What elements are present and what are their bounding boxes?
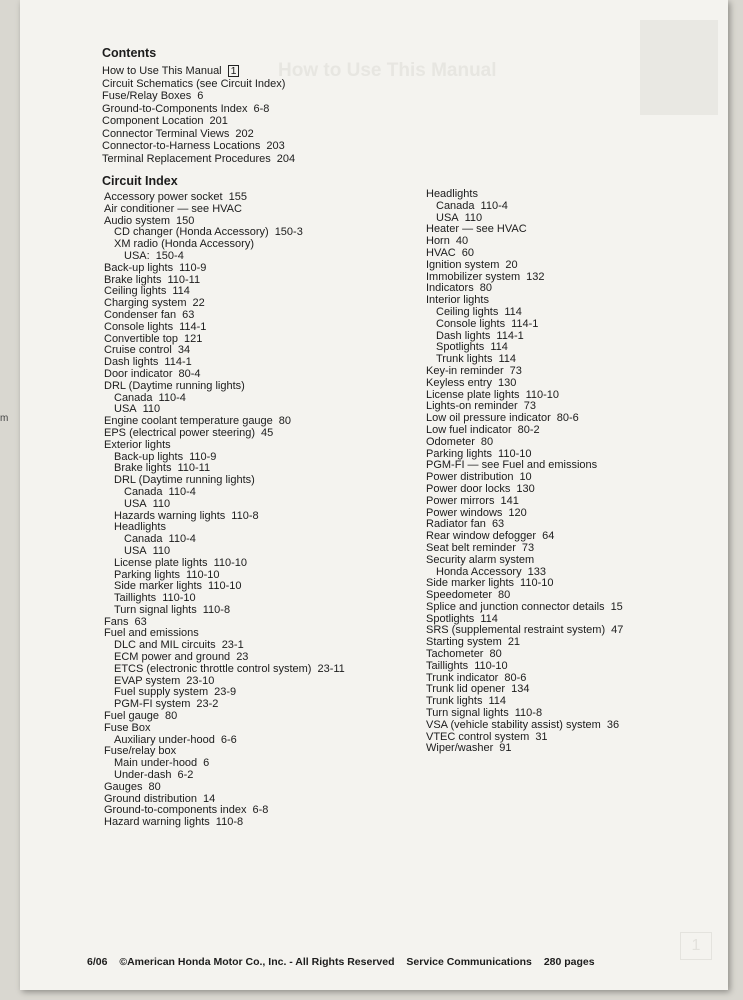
index-entry-page: 23-11 <box>317 662 345 675</box>
index-entry-label: Rear window defogger <box>426 530 537 543</box>
index-entry-label: Heater — see HVAC <box>426 223 527 236</box>
index-entry <box>104 393 345 405</box>
index-entry-label: Headlights <box>426 188 478 200</box>
index-entry-label: Back-up lights <box>114 450 184 463</box>
index-entry-label: Air conditioner — see HVAC <box>104 202 242 215</box>
index-entry-page: 110-11 <box>177 462 211 475</box>
index-entry-page: 45 <box>261 426 274 439</box>
index-entry-label: USA <box>436 211 459 224</box>
index-entry-page: 23-9 <box>214 686 237 699</box>
index-entry-page: 110-10 <box>525 388 559 401</box>
index-entry-label: Security alarm system <box>426 553 535 566</box>
index-entry-page: 110-8 <box>514 707 543 720</box>
index-entry-label: Keyless entry <box>426 376 493 389</box>
index-entry-page: 80 <box>278 415 292 428</box>
contents-item-label: Terminal Replacement Procedures <box>102 152 271 165</box>
index-entry-label: Dash lights <box>436 329 491 342</box>
index-entry-label: Canada <box>124 533 163 546</box>
index-entry-page: 110-4 <box>480 199 508 212</box>
index-entry-label: SRS (supplemental restraint system) <box>426 624 606 637</box>
index-entry-page: 23 <box>236 651 249 664</box>
index-entry-label: Power windows <box>426 506 503 519</box>
index-entry-page: 110-10 <box>208 580 242 593</box>
contents-item-label: Circuit Schematics (see Circuit Index) <box>102 77 286 90</box>
index-entry-page: 15 <box>610 600 623 613</box>
index-entry-label: Condenser fan <box>104 308 177 321</box>
index-entry-page: 110-9 <box>189 450 217 463</box>
contents-item-label: Component Location <box>102 115 204 127</box>
index-entry-label: XM radio (Honda Accessory) <box>114 238 254 251</box>
index-entry-label: Power mirrors <box>426 494 495 507</box>
index-entry-page: 23-1 <box>221 639 244 652</box>
index-entry-label: Seat belt reminder <box>426 541 516 554</box>
index-entry-page: 40 <box>455 235 469 248</box>
index-entry-label: Starting system <box>426 636 502 649</box>
index-entry-label: Fuel supply system <box>114 686 209 699</box>
index-entry-page: 114 <box>504 305 522 318</box>
index-entry-page: 132 <box>526 270 545 283</box>
index-entry-label: Low oil pressure indicator <box>426 412 551 425</box>
index-entry-page: 80 <box>480 435 494 448</box>
index-entry-label: Immobilizer system <box>426 270 521 283</box>
index-entry-label: Parking lights <box>426 447 493 460</box>
index-entry-page: 150-4 <box>155 249 184 262</box>
footer-page-count: 280 pages <box>543 956 595 968</box>
index-entry-label: Power distribution <box>426 471 514 484</box>
index-entry-label: Power door locks <box>426 482 511 495</box>
contents-item-page: 201 <box>209 115 228 127</box>
index-entry-label: Gauges <box>104 780 143 793</box>
index-entry-page: 114 <box>490 341 508 354</box>
index-entry-label: Canada <box>124 485 163 498</box>
index-entry-label: USA <box>114 403 137 416</box>
bleed-through-title: How to Use This Manual <box>278 60 497 81</box>
index-entry-page: 80-4 <box>178 367 201 380</box>
index-entry-label: Ground-to-components index <box>104 804 247 817</box>
index-entry-page: 110-9 <box>179 261 207 274</box>
index-entry-page: 130 <box>516 482 535 495</box>
index-entry-label: Engine coolant temperature gauge <box>104 415 273 428</box>
index-entry-label: VTEC control system <box>426 730 530 743</box>
index-entry-page: 36 <box>606 718 620 731</box>
index-entry-label: Taillights <box>114 592 157 605</box>
index-entry-page: 110 <box>152 544 171 557</box>
index-entry-label: Canada <box>436 199 475 212</box>
index-entry-label: Turn signal lights <box>114 603 197 616</box>
index-entry-label: Odometer <box>426 435 475 448</box>
index-entry-page: 133 <box>527 565 546 578</box>
index-entry-label: Wiper/washer <box>426 742 494 755</box>
index-entry-page: 110-11 <box>167 273 201 286</box>
index-entry-page: 6-2 <box>177 769 194 782</box>
index-entry-label: Hazard warning lights <box>104 816 210 829</box>
contents-item-page: 204 <box>276 152 296 165</box>
index-entry-page: 47 <box>611 624 624 637</box>
footer-publisher: Service Communications <box>406 956 532 968</box>
contents-item-page: 203 <box>266 140 285 152</box>
index-entry-label: Headlights <box>114 521 166 534</box>
index-entry-label: DRL (Daytime running lights) <box>104 379 245 392</box>
index-entry-page: 110-10 <box>474 659 508 672</box>
index-entry-label: Auxiliary under-hood <box>114 733 215 746</box>
contents-item <box>102 128 295 141</box>
index-entry-page: 134 <box>511 683 530 696</box>
circuit-index-left-column <box>104 192 345 829</box>
index-entry-page: 10 <box>519 471 532 484</box>
index-entry-page: 23-2 <box>196 698 219 711</box>
index-entry-label: Brake lights <box>114 462 172 475</box>
index-entry-label: Fuse/relay box <box>104 745 177 758</box>
index-entry-page: 63 <box>182 308 195 321</box>
index-entry-label: Spotlights <box>426 612 475 625</box>
index-entry-page: 110-8 <box>202 603 231 616</box>
index-entry-page: 110-10 <box>186 568 220 581</box>
index-entry-page: 110-10 <box>498 447 532 460</box>
index-entry-label: Ignition system <box>426 258 500 271</box>
manual-page <box>20 0 728 990</box>
index-entry-label: Door indicator <box>104 367 173 380</box>
index-entry-label: Interior lights <box>426 294 489 307</box>
index-entry-label: Dash lights <box>104 356 159 369</box>
index-entry-page: 6-6 <box>220 733 237 746</box>
index-entry-label: Console lights <box>436 317 506 330</box>
bleed-through-page-number: 1 <box>680 932 712 960</box>
index-entry-page: 110-8 <box>231 509 259 522</box>
index-entry-page: 63 <box>134 615 147 628</box>
index-entry-page: 150-3 <box>274 226 303 239</box>
index-entry-label: Splice and junction connector details <box>426 600 605 613</box>
index-entry-label: Taillights <box>426 659 469 672</box>
index-entry-label: Indicators <box>426 282 474 295</box>
page-footer <box>87 956 604 968</box>
index-entry-page: 23-10 <box>186 674 215 687</box>
index-entry-label: Tachometer <box>426 648 484 661</box>
index-entry-label: Ceiling lights <box>436 305 499 318</box>
index-entry-label: Hazards warning lights <box>114 509 226 522</box>
index-entry-label: Spotlights <box>436 341 485 354</box>
index-entry-label: Accessory power socket <box>104 191 223 203</box>
index-entry-label: ECM power and ground <box>114 651 231 664</box>
index-entry-label: Speedometer <box>426 589 493 602</box>
index-entry-label: USA <box>124 497 147 510</box>
index-entry-label: Horn <box>426 235 450 248</box>
contents-item <box>102 90 295 103</box>
index-entry-page: 80-6 <box>556 412 579 425</box>
index-entry-label: Low fuel indicator <box>426 423 512 436</box>
index-entry-label: PGM-FI — see Fuel and emissions <box>426 459 598 472</box>
index-entry-label: Radiator fan <box>426 518 486 531</box>
index-entry-page: 110 <box>152 497 171 510</box>
contents-item <box>102 103 295 116</box>
index-entry-label: Exterior lights <box>104 438 171 451</box>
index-entry-label: Charging system <box>104 297 187 310</box>
index-entry-page: 110 <box>142 403 161 416</box>
index-entry-page: 114 <box>498 353 516 366</box>
index-entry-label: Ground distribution <box>104 792 197 805</box>
index-entry-page: 110 <box>464 211 483 224</box>
contents-list <box>102 65 295 165</box>
contents-item <box>102 78 295 91</box>
index-entry-label: USA: <box>124 249 150 262</box>
footer-copyright: ©American Honda Motor Co., Inc. - All Rights Reserved <box>119 956 395 968</box>
contents-item-label: Connector-to-Harness Locations <box>102 140 261 152</box>
circuit-index-heading: Circuit Index <box>102 174 178 188</box>
contents-item-page: 6-8 <box>253 102 270 115</box>
index-entry-page: 80 <box>148 780 161 793</box>
contents-item <box>102 115 295 128</box>
contents-item <box>102 153 295 166</box>
index-entry-page: 130 <box>498 376 517 389</box>
index-entry-label: Ceiling lights <box>104 285 167 298</box>
index-entry-label: Lights-on reminder <box>426 400 518 413</box>
index-entry-page: 114-1 <box>496 329 524 342</box>
index-entry-label: Turn signal lights <box>426 707 509 720</box>
index-entry-page: 6 <box>203 757 210 770</box>
index-entry <box>104 605 345 617</box>
index-entry-page: 60 <box>461 246 474 259</box>
index-entry-page: 110-10 <box>213 556 247 569</box>
contents-item-page-box: 1 <box>228 65 240 77</box>
contents-heading: Contents <box>102 46 157 60</box>
contents-item-label: Connector Terminal Views <box>102 127 230 140</box>
bleed-through-tab <box>640 20 718 115</box>
index-entry-page: 80 <box>489 648 502 661</box>
index-entry-label: Trunk indicator <box>426 671 499 684</box>
index-entry-label: Back-up lights <box>104 261 174 274</box>
index-entry-label: Fans <box>104 615 129 628</box>
index-entry-label: PGM-FI system <box>114 698 191 711</box>
index-entry-page: 110-10 <box>162 592 196 605</box>
index-entry-page: 80-2 <box>517 423 540 436</box>
index-entry-page: 114 <box>480 612 498 625</box>
index-entry-page: 121 <box>184 332 203 345</box>
index-entry-page: 80-6 <box>504 671 527 684</box>
index-entry-label: Trunk lights <box>436 353 493 366</box>
index-entry-label: Cruise control <box>104 344 172 357</box>
index-entry-label: Key-in reminder <box>426 364 504 377</box>
index-entry-label: DLC and MIL circuits <box>114 639 216 652</box>
index-entry-page: 63 <box>491 518 505 531</box>
index-entry-page: 150 <box>176 214 195 227</box>
contents-item-label: How to Use This Manual <box>102 65 222 77</box>
index-entry-label: USA <box>124 544 147 557</box>
index-entry-page: 80 <box>479 282 492 295</box>
index-entry-page: 80 <box>498 589 511 602</box>
index-entry-page: 110-4 <box>168 485 196 498</box>
index-entry-label: Parking lights <box>114 568 181 581</box>
index-entry-page: 22 <box>192 297 205 310</box>
index-entry-page: 114 <box>488 695 506 708</box>
index-entry-page: 110-4 <box>168 533 196 546</box>
contents-item-label: Fuse/Relay Boxes <box>102 90 192 102</box>
index-entry-page: 34 <box>177 344 191 357</box>
contents-item-page: 6 <box>197 90 204 102</box>
index-entry-page: 110-8 <box>215 816 244 829</box>
index-entry-page: 73 <box>523 400 536 413</box>
index-entry-page: 120 <box>508 506 527 519</box>
index-entry-label: EPS (electrical power steering) <box>104 426 256 439</box>
index-entry-label: Brake lights <box>104 273 162 286</box>
index-entry-page: 64 <box>542 530 555 543</box>
index-entry-page: 21 <box>507 636 521 649</box>
index-entry-page: 20 <box>505 258 518 271</box>
index-entry-label: EVAP system <box>114 674 181 687</box>
index-entry-label: Trunk lights <box>426 695 483 708</box>
index-entry-label: VSA (vehicle stability assist) system <box>426 718 601 731</box>
index-entry-label: Trunk lid opener <box>426 683 506 696</box>
index-entry-label: Convertible top <box>104 332 178 345</box>
index-entry-page: 31 <box>535 730 548 743</box>
index-entry-page: 155 <box>228 191 247 203</box>
index-entry-label: Canada <box>114 391 153 404</box>
index-entry-page: 114-1 <box>164 356 192 369</box>
index-entry <box>426 743 623 755</box>
index-entry-page: 114 <box>172 285 190 298</box>
index-entry-label: ETCS (electronic throttle control system) <box>114 662 312 675</box>
index-entry-page: 6-8 <box>252 804 269 817</box>
index-entry-label: Fuel gauge <box>104 710 160 723</box>
index-entry-page: 80 <box>165 710 178 723</box>
footer-date: 6/06 <box>87 956 108 968</box>
index-entry-label: CD changer (Honda Accessory) <box>114 226 269 239</box>
index-entry-label: License plate lights <box>426 388 520 401</box>
index-entry-page: 91 <box>499 742 512 755</box>
index-entry-label: Fuel and emissions <box>104 627 199 640</box>
index-entry-label: Under-dash <box>114 769 172 782</box>
index-entry-label: Side marker lights <box>426 577 515 590</box>
contents-item-label: Ground-to-Components Index <box>102 102 248 115</box>
index-entry-page: 73 <box>521 541 535 554</box>
index-entry-label: Fuse Box <box>104 721 151 734</box>
margin-mark: m <box>0 413 9 424</box>
contents-item-page: 202 <box>235 127 254 140</box>
index-entry-page: 110-4 <box>158 391 186 404</box>
index-entry <box>104 817 345 829</box>
index-entry-page: 141 <box>500 494 519 507</box>
index-entry-page: 114-1 <box>179 320 207 333</box>
circuit-index-right-column <box>426 189 623 755</box>
index-entry-page: 110-10 <box>520 577 554 590</box>
index-entry-page: 114-1 <box>511 317 539 330</box>
index-entry-label: Side marker lights <box>114 580 203 593</box>
index-entry-label: License plate lights <box>114 556 208 569</box>
contents-item <box>102 65 295 78</box>
index-entry-label: Audio system <box>104 214 171 227</box>
index-entry-label: HVAC <box>426 246 456 259</box>
index-entry-page: 14 <box>202 792 216 805</box>
index-entry-label: Main under-hood <box>114 757 198 770</box>
index-entry-label: Honda Accessory <box>436 565 522 578</box>
index-entry-page: 73 <box>509 364 522 377</box>
index-entry-label: DRL (Daytime running lights) <box>114 474 255 487</box>
index-entry-label: Console lights <box>104 320 174 333</box>
contents-item <box>102 140 295 153</box>
